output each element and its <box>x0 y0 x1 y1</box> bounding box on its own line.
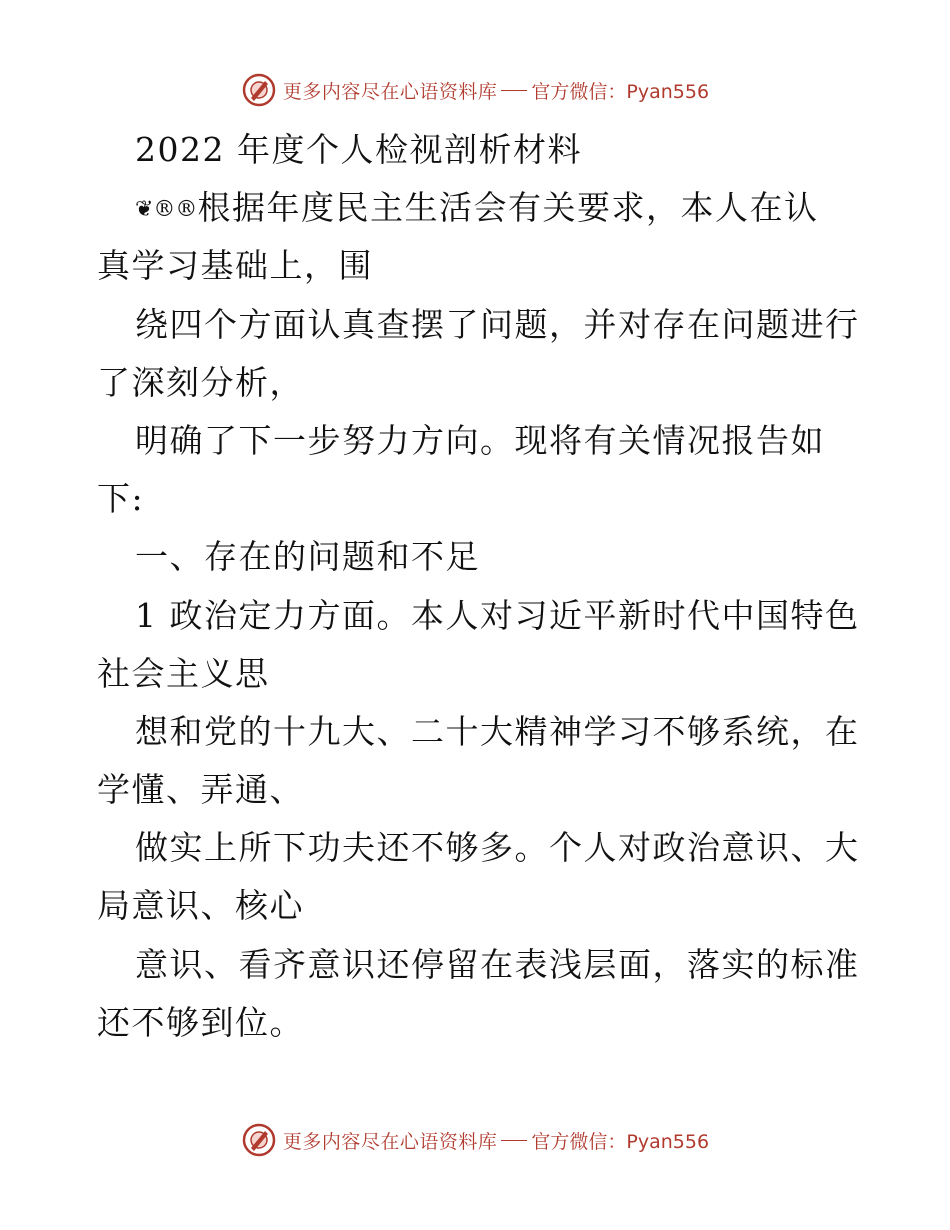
logo-icon <box>241 72 277 108</box>
document-body <box>97 121 860 1052</box>
paragraph-line: 下: <box>97 479 145 519</box>
header-separator <box>501 90 527 91</box>
garbled-glyphs: ❦®® <box>135 197 198 223</box>
footer-separator <box>501 1140 527 1141</box>
paragraph-line: 学懂、弄通、 <box>97 770 304 810</box>
paragraph-line: 意识、看齐意识还停留在表浅层面，落实的标准 <box>135 944 860 984</box>
header-banner <box>0 70 950 110</box>
paragraph-line <box>97 179 857 237</box>
section-heading: 一、存在的问题和不足 <box>135 537 480 577</box>
paragraph-line: 了深刻分析， <box>97 362 304 402</box>
footer-banner <box>0 1120 950 1160</box>
logo-icon <box>241 1122 277 1158</box>
footer-wechat: 官方微信：Pyan556 <box>531 1130 710 1153</box>
paragraph-line: 明确了下一步努力方向。现将有关情况报告如 <box>135 420 825 460</box>
paragraph-line: 想和党的十九大、二十大精神学习不够系统，在 <box>135 711 860 751</box>
document-title: 2022 年度个人检视剖析材料 <box>135 130 582 169</box>
paragraph-line: 局意识、核心 <box>97 886 304 926</box>
paragraph-line: 1 政治定力方面。本人对习近平新时代中国特色 <box>135 595 860 635</box>
paragraph-line: 做实上所下功夫还不够多。个人对政治意识、大 <box>135 828 860 868</box>
paragraph-line: 真学习基础上，围 <box>97 246 373 286</box>
header-text: 更多内容尽在心语资料库 <box>282 80 498 103</box>
line-text: 根据年度民主生活会有关要求，本人在认 <box>197 188 819 228</box>
paragraph-line: 社会主义思 <box>97 653 270 693</box>
footer-text: 更多内容尽在心语资料库 <box>282 1130 498 1153</box>
paragraph-line: 绕四个方面认真查摆了问题，并对存在问题进行 <box>135 304 860 344</box>
header-wechat: 官方微信：Pyan556 <box>531 80 710 103</box>
paragraph-line: 还不够到位。 <box>97 1002 304 1042</box>
